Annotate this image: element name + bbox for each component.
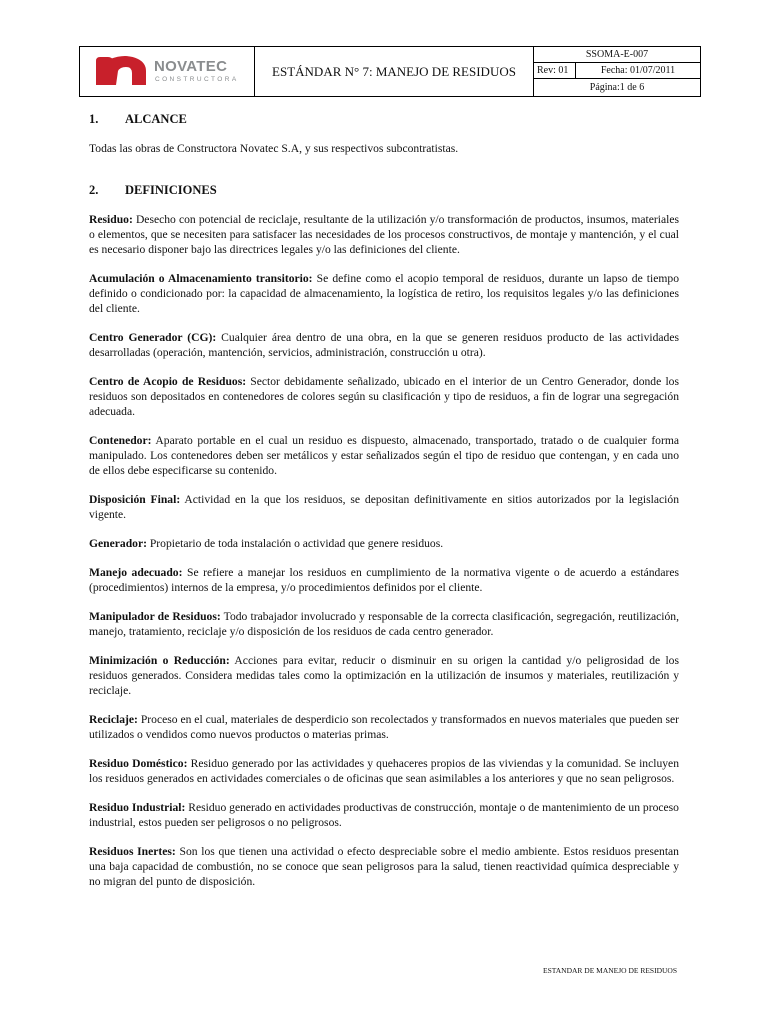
definition-term: Reciclaje: bbox=[89, 713, 138, 726]
definition-term: Manejo adecuado: bbox=[89, 566, 183, 579]
section-heading-alcance: 1. ALCANCE bbox=[89, 112, 187, 126]
definition-item: Contenedor: Aparato portable en el cual un residuo es dispuesto, almacenado, transportado, tratado o de cualquier forma manipulado. Los contenedores deben ser metálicos y estar señalizados según el tipo de residuo que contengan, y en cada uno de ellos debe especificarse su contenido. bbox=[89, 434, 679, 477]
definition-item: Acumulación o Almacenamiento transitorio: Se define como el acopio temporal de residuos, durante un lapso de tiempo definido o condicionado por: la capacidad de almacenamiento, la logística de retiro, los requisitos legales y/o las definiciones del cliente. bbox=[89, 272, 680, 315]
definition-term: Centro de Acopio de Residuos: bbox=[89, 375, 247, 388]
revision: Rev: 01 bbox=[534, 63, 576, 79]
definition-term: Residuo: bbox=[89, 213, 133, 226]
alcance-text: Todas las obras de Constructora Novatec S.A, y sus respectivos subcontratistas. bbox=[89, 142, 459, 155]
logo-name: NOVATEC bbox=[154, 58, 228, 75]
definition-term: Residuo Doméstico: bbox=[89, 757, 188, 770]
document-meta bbox=[534, 47, 701, 97]
definition-term: Disposición Final: bbox=[89, 493, 181, 506]
definition-term: Generador: bbox=[89, 537, 147, 550]
definition-item: Generador: Propietario de toda instalación o actividad que genere residuos. bbox=[89, 537, 444, 550]
document-code: SSOMA-E-007 bbox=[534, 47, 700, 63]
definition-term: Residuo Industrial: bbox=[89, 801, 186, 814]
definition-term: Residuos Inertes: bbox=[89, 845, 176, 858]
page-number: Página:1 de 6 bbox=[589, 82, 645, 93]
definition-term: Contenedor: bbox=[89, 434, 152, 447]
document-date: Fecha: 01/07/2011 bbox=[576, 63, 701, 79]
logo-subtitle: CONSTRUCTORA bbox=[155, 76, 239, 83]
section-heading-definiciones: 2. DEFINICIONES bbox=[89, 183, 217, 197]
definition-item: Minimización o Reducción: Acciones para evitar, reducir o disminuir en su origen la cantidad y/o peligrosidad de los residuos generados. Considera medidas tales como la optimización en la utilización de insumos y materiales, reutilización y reciclaje. bbox=[89, 654, 679, 697]
definition-item: Residuo Industrial: Residuo generado en actividades productivas de construcción, montaje o de mantenimiento de un proceso industrial, estos pueden ser peligrosos o no peligrosos. bbox=[89, 801, 679, 829]
document-body bbox=[89, 111, 679, 889]
definition-term: Minimización o Reducción: bbox=[89, 654, 230, 667]
definition-item: Manejo adecuado: Se refiere a manejar los residuos en cumplimiento de la normativa vigente o de acuerdo a estándares (procedimientos) internos de la empresa, y/o procedimientos definidos por el cliente. bbox=[89, 566, 679, 594]
definition-item: Centro de Acopio de Residuos: Sector debidamente señalizado, ubicado en el interior de un Centro Generador, donde los residuos son depositados en contenedores de colores según su clasificación y tipo de residuos, a fin de lograr una segregación adecuada. bbox=[89, 375, 679, 418]
definition-term: Acumulación o Almacenamiento transitorio: bbox=[89, 272, 313, 285]
definition-term: Manipulador de Residuos: bbox=[89, 610, 221, 623]
definition-item: Centro Generador (CG): Cualquier área dentro de una obra, en la que se generen residuos producto de las actividades desarrolladas (operación, mantención, servicios, administración, construcción u otra). bbox=[89, 331, 679, 359]
novatec-logo-icon bbox=[94, 55, 152, 85]
definition-item: Reciclaje: Proceso en el cual, materiales de desperdicio son recolectados y transformados en nuevos materiales que pueden ser utilizados o vendidos como nuevos productos o materias primas. bbox=[89, 713, 679, 741]
page-footer: ESTANDAR DE MANEJO DE RESIDUOS bbox=[543, 966, 677, 975]
definition-item: Residuos Inertes: Son los que tienen una actividad o efecto despreciable sobre el medio ambiente. Estos residuos presentan una baja capacidad de combustión, no se conoce que sean peligrosos para la salud, tienen reactividad química despreciable y no migran del punto de disposición. bbox=[89, 845, 679, 888]
definition-item: Residuo Doméstico: Residuo generado por las actividades y quehaceres propios de las viviendas y la comunidad. Se incluyen los residuos generados en actividades comerciales o de oficinas que sean asimilables a los anteriores y que no sean peligrosos. bbox=[89, 757, 679, 785]
definition-item: Residuo: Desecho con potencial de reciclaje, resultante de la utilización y/o transformación de productos, insumos, materiales o elementos, que se necesiten para satisfacer las necesidades de los procesos constructivos, de montaje y mantención, y el cual es necesario disponer bajo las directrices legales y/o las definiciones del cliente. bbox=[89, 213, 679, 256]
definition-item: Disposición Final: Actividad en la que los residuos, se depositan definitivamente en sitios autorizados por la legislación vigente. bbox=[89, 493, 679, 521]
logo-cell bbox=[80, 47, 255, 97]
definition-term: Centro Generador (CG): bbox=[89, 331, 217, 344]
definition-item: Manipulador de Residuos: Todo trabajador involucrado y responsable de la correcta clasificación, segregación, reutilización, manejo, tratamiento, reciclaje y/o disposición de los residuos de cada centro generador. bbox=[89, 610, 679, 638]
document-title: ESTÁNDAR N° 7: MANEJO DE RESIDUOS bbox=[255, 47, 534, 97]
document-header bbox=[79, 46, 701, 97]
